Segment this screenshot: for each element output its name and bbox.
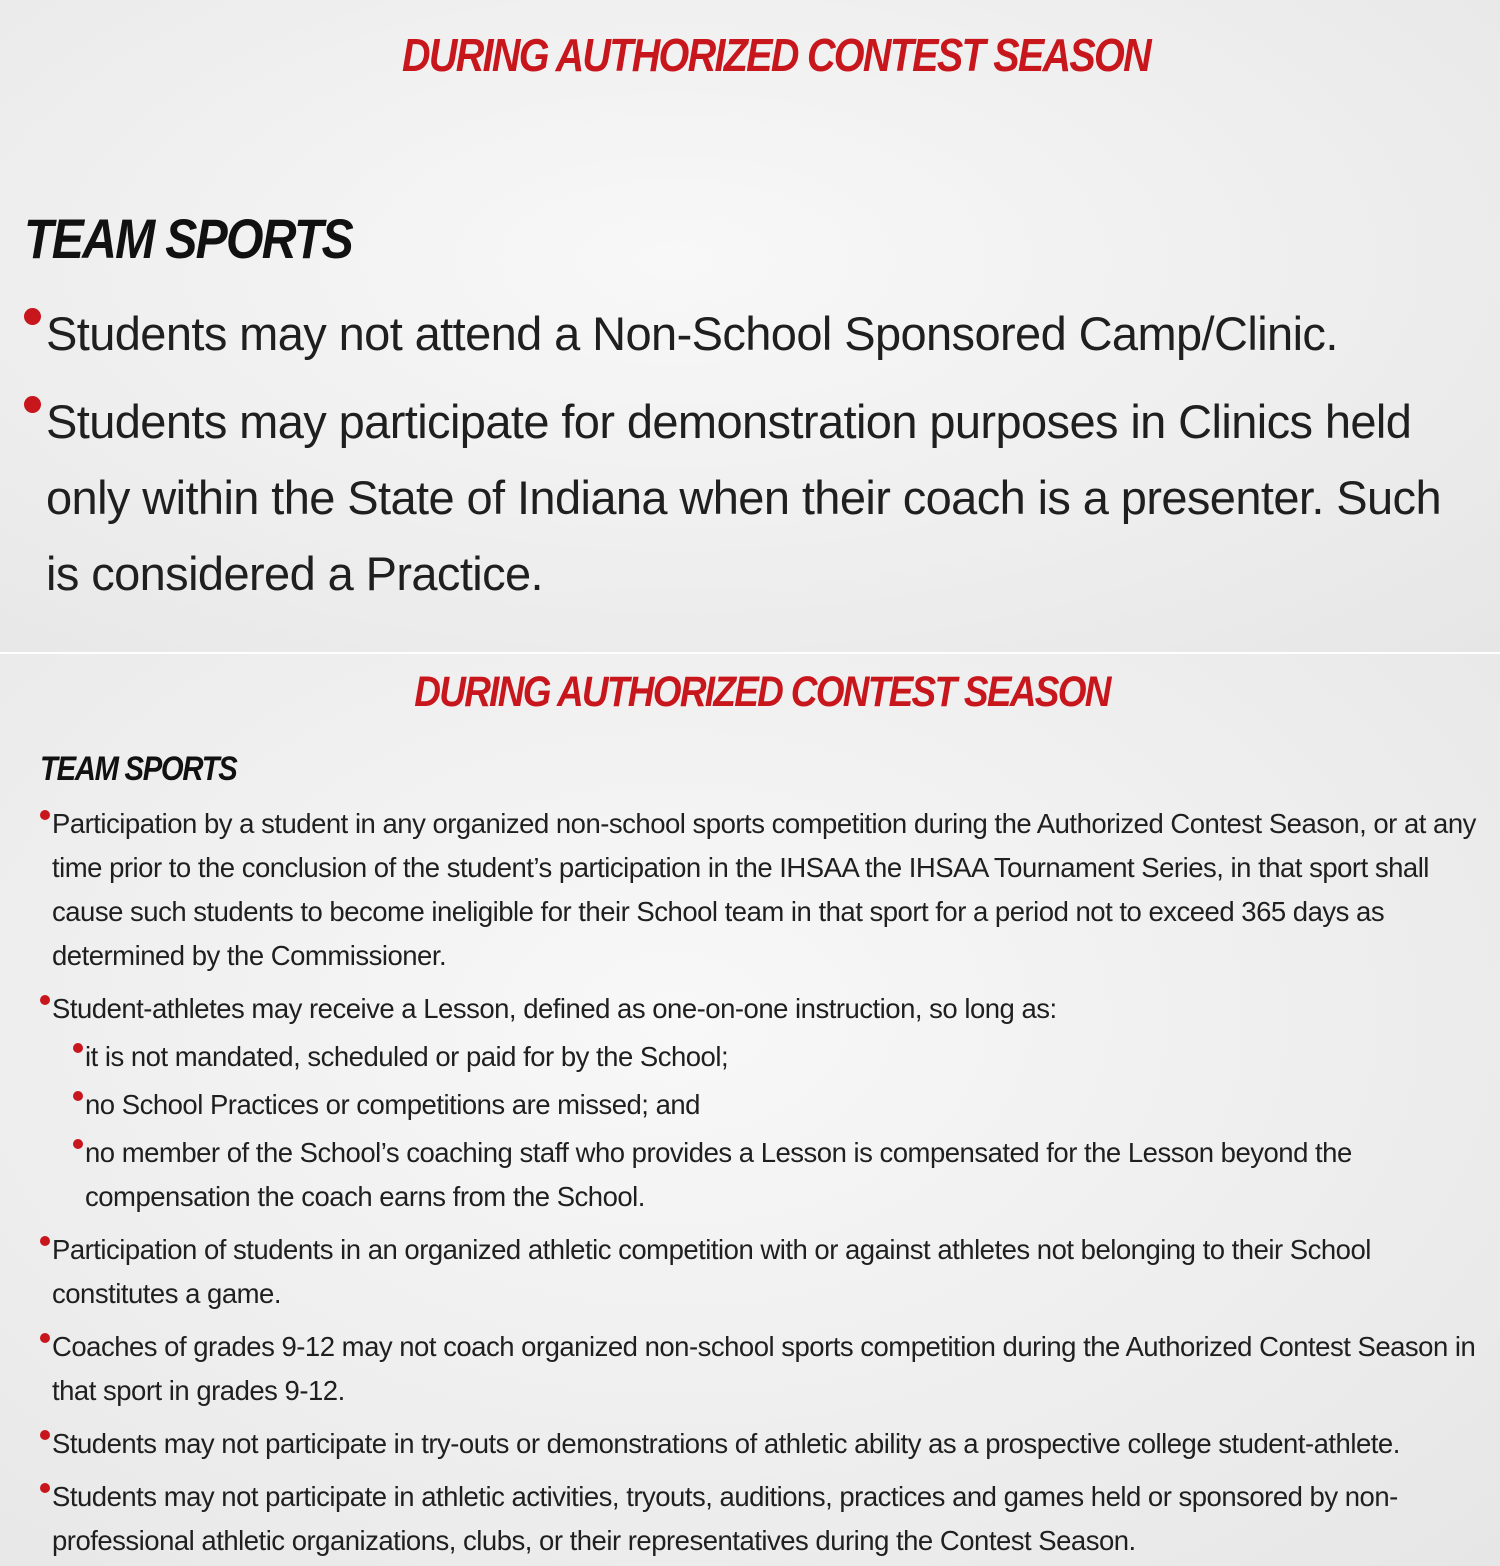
list-item (52, 1422, 1482, 1466)
slide-2 (0, 652, 1500, 1566)
bullet-dot-icon (40, 1236, 50, 1246)
sub-bullet-list (85, 1035, 1482, 1219)
bullet-text: Students may not attend a Non-School Sponsored Camp/Clinic. (46, 307, 1338, 360)
bullet-list (46, 296, 1486, 624)
bullet-text: Students may not participate in try-outs or demonstrations of athletic ability as a prospective college student-athlete. (52, 1428, 1400, 1459)
list-item (52, 1325, 1482, 1413)
list-item (46, 296, 1486, 372)
bullet-dot-icon (40, 1483, 50, 1493)
bullet-text: Students may not participate in athletic activities, tryouts, auditions, practices and games held or sponsored by non-professional athletic organizations, clubs, or their representatives during the Contest Season. (52, 1481, 1398, 1556)
bullet-text: Coaches of grades 9-12 may not coach organized non-school sports competition during the Authorized Contest Season in that sport in grades 9-12. (52, 1331, 1476, 1406)
bullet-dot-icon (73, 1043, 83, 1053)
list-item (52, 1475, 1482, 1563)
bullet-dot-icon (24, 308, 41, 325)
bullet-text: Students may participate for demonstration purposes in Clinics held only within the State of Indiana when their coach is a presenter. Such is considered a Practice. (46, 395, 1441, 600)
slide-title: DURING AUTHORIZED CONTEST SEASON (402, 29, 1150, 81)
bullet-list (52, 802, 1482, 1566)
slide-1 (0, 0, 1500, 652)
bullet-dot-icon (40, 1333, 50, 1343)
section-heading: TEAM SPORTS (40, 750, 237, 788)
bullet-text: Participation by a student in any organized non-school sports competition during the Authorized Contest Season, or at any time prior to the conclusion of the student’s participation in the IHSAA the IHSAA Tournament Series, in that sport shall cause such students to become ineligible for their School team in that sport for a period not to exceed 365 days as determined by the Commissioner. (52, 808, 1476, 971)
list-item (46, 384, 1486, 612)
sub-list-item (85, 1131, 1482, 1219)
list-item (52, 1228, 1482, 1316)
sub-list-item (85, 1035, 1482, 1079)
slide-title: DURING AUTHORIZED CONTEST SEASON (414, 668, 1110, 716)
sub-bullet-text: it is not mandated, scheduled or paid for by the School; (85, 1041, 729, 1072)
bullet-dot-icon (40, 810, 50, 820)
sub-bullet-text: no School Practices or competitions are missed; and (85, 1089, 700, 1120)
list-item (52, 987, 1482, 1219)
bullet-dot-icon (24, 396, 41, 413)
list-item (52, 802, 1482, 978)
bullet-dot-icon (73, 1091, 83, 1101)
section-heading: TEAM SPORTS (24, 207, 353, 270)
sub-bullet-text: no member of the School’s coaching staff who provides a Lesson is compensated for the Lesson beyond the compensation the coach earns from the School. (85, 1137, 1352, 1212)
bullet-dot-icon (40, 995, 50, 1005)
bullet-text: Participation of students in an organized athletic competition with or against athletes not belonging to their School constitutes a game. (52, 1234, 1371, 1309)
bullet-dot-icon (40, 1430, 50, 1440)
bullet-text: Student-athletes may receive a Lesson, defined as one-on-one instruction, so long as: (52, 993, 1057, 1024)
bullet-dot-icon (73, 1139, 83, 1149)
sub-list-item (85, 1083, 1482, 1127)
